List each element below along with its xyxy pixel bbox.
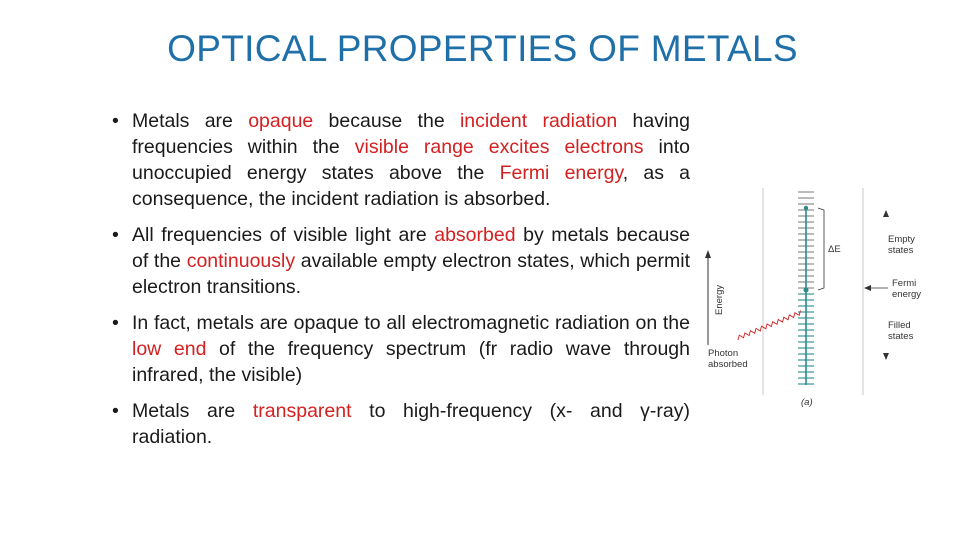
lower-arrowhead: [883, 353, 889, 360]
bullet-text: All frequencies of visible light are: [132, 224, 435, 246]
figure-caption: (a): [801, 397, 813, 408]
bullet-list: [112, 108, 690, 460]
energy-axis-label: Energy: [714, 284, 725, 315]
slide-title: OPTICAL PROPERTIES OF METALS: [167, 28, 798, 69]
highlight-text: incident radiation: [459, 110, 618, 132]
empty-states-label-2: states: [888, 245, 914, 256]
upper-arrowhead: [883, 210, 889, 217]
energy-band-figure: [700, 180, 930, 410]
bullet-text: Metals are: [132, 110, 249, 132]
bullet-text: of the frequency spectrum (fr: [206, 338, 498, 360]
excited-electron-dot: [804, 206, 808, 210]
filled-states-label-1: Filled: [888, 320, 911, 331]
bullet-item-transparent: [112, 398, 690, 450]
delta-e-label: ΔE: [828, 244, 841, 255]
bullet-item-opaque: [112, 108, 690, 212]
filled-states-label-2: states: [888, 331, 914, 342]
bullet-item-low-end: [112, 310, 690, 388]
photon-wave: [737, 310, 802, 340]
bullet-text: by metals because of the: [132, 224, 690, 272]
bullet-text: to high-frequency (x- and γ-ray) radiation.: [132, 400, 691, 448]
bullet-text: Metals are: [132, 400, 253, 422]
energy-band-diagram: [700, 180, 930, 410]
bullet-marker: •: [112, 312, 119, 334]
bullet-text: radio wave through infrared, the visible): [132, 338, 690, 386]
highlight-text: opaque: [248, 110, 314, 132]
highlight-text: low end: [132, 338, 207, 360]
fermi-pointer-arrowhead: [864, 285, 871, 291]
bullet-text: In fact, metals are opaque to all electromagnetic radiation on the: [132, 312, 690, 334]
highlight-text: visible range excites electrons: [354, 136, 644, 158]
energy-axis-arrowhead: [705, 250, 711, 258]
bullet-text: , as a consequence, the incident radiation is absorbed.: [132, 162, 690, 210]
bullet-item-absorbed: [112, 222, 690, 300]
bullet-marker: •: [112, 224, 119, 246]
fermi-electron-dot: [804, 288, 809, 293]
bullet-text: available empty electron states, which permit electron transitions.: [132, 250, 690, 298]
bullet-marker: •: [112, 110, 119, 132]
highlight-text: absorbed: [434, 224, 516, 246]
bullet-text: into unoccupied energy states above the: [132, 136, 690, 184]
fermi-label-2: energy: [892, 289, 922, 300]
fermi-label-1: Fermi: [892, 278, 917, 289]
empty-states-label-1: Empty: [888, 234, 915, 245]
highlight-text: continuously: [186, 250, 296, 272]
highlight-text: transparent: [252, 400, 352, 422]
photon-label-1: Photon: [708, 348, 739, 359]
highlight-text: Fermi energy: [499, 162, 623, 184]
bullet-marker: •: [112, 400, 119, 422]
bullet-text: having frequencies within the: [132, 110, 690, 158]
bullet-text: because the: [313, 110, 460, 132]
delta-e-bracket: [818, 208, 824, 290]
photon-label-2: absorbed: [708, 359, 748, 370]
